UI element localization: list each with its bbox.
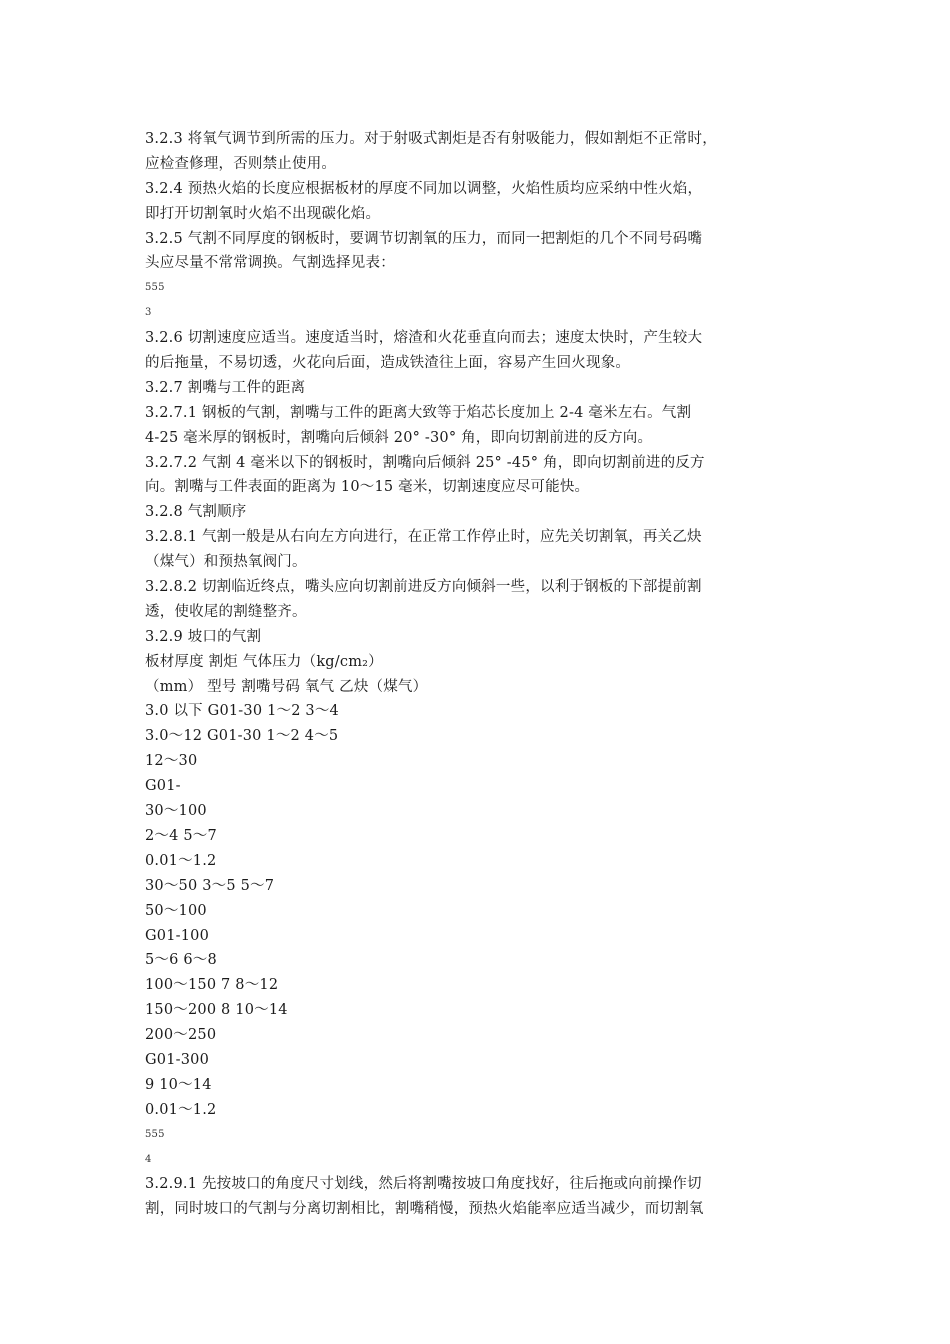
text-line: 割，同时坡口的气割与分离切割相比，割嘴稍慢，预热火焰能率应适当减少，而切割氧 [145,1201,704,1218]
document-page [145,127,805,1222]
text-line: 3.2.5 气割不同厚度的钢板时，要调节切割氧的压力，而同一把割炬的几个不同号码嘴 [145,230,703,247]
text-line: 3.0～12 G01-30 1～2 4～5 [145,728,339,745]
text-line: 向。割嘴与工件表面的距离为 10～15 毫米，切割速度应尽可能快。 [145,479,590,496]
text-line: G01-100 [145,927,210,944]
text-line: 3.2.7 割嘴与工件的距离 [145,379,306,396]
text-line: 200～250 [145,1027,217,1044]
text-line: 应检查修理，否则禁止使用。 [145,155,337,172]
text-line: 0.01～1.2 [145,852,217,869]
text-line: 头应尽量不常常调换。气割选择见表： [145,255,395,272]
text-line: 的后拖量，不易切透，火花向后面，造成铁渣往上面，容易产生回火现象。 [145,355,631,372]
text-line: 3.0 以下 G01-30 1～2 3～4 [145,703,339,720]
text-line: 即打开切割氧时火焰不出现碳化焰。 [145,205,381,222]
page-marker: 555 [145,282,165,294]
text-line: 3.2.6 切割速度应适当。速度适当时，熔渣和火花垂直向而去；速度太快时，产生较大 [145,330,703,347]
text-line: 3.2.8.2 切割临近终点，嘴头应向切割前进反方向倾斜一些，以利于钢板的下部提前割 [145,579,702,596]
text-line: 透，使收尾的割缝整齐。 [145,603,307,620]
text-line: 30～100 [145,803,207,820]
text-line: 12～30 [145,753,198,770]
text-line: 30～50 3～5 5～7 [145,877,275,894]
text-line: 0.01～1.2 [145,1101,217,1118]
text-line: （煤气）和预热氧阀门。 [145,554,307,571]
text-line: 3.2.7.2 气割 4 毫米以下的钢板时，割嘴向后倾斜 25° -45° 角，即向切割前进的反方 [145,454,705,471]
page-marker: 555 [145,1128,165,1140]
text-line: G01- [145,778,181,795]
text-line: 3.2.3 将氧气调节到所需的压力。对于射吸式割炬是否有射吸能力，假如割炬不正常时， [145,131,717,147]
text-line: 9 10～14 [145,1076,212,1093]
text-line: 3.2.9.1 先按坡口的角度尺寸划线，然后将割嘴按坡口角度找好，往后拖或向前操作切 [145,1176,702,1193]
text-line: 5～6 6～8 [145,952,217,969]
text-line: 3.2.7.1 钢板的气割，割嘴与工件的距离大致等于焰芯长度加上 2-4 毫米左右。气割 [145,404,692,421]
text-line: （mm） 型号 割嘴号码 氧气 乙炔（煤气） [145,678,428,695]
text-line: 板材厚度 割炬 气体压力（kg/cm₂） [145,653,383,670]
text-line: 4-25 毫米厚的钢板时，割嘴向后倾斜 20° -30° 角，即向切割前进的反方向。 [145,429,653,446]
text-line: 3.2.8.1 气割一般是从右向左方向进行，在正常工作停止时，应先关切割氧，再关乙炔 [145,529,702,546]
page-marker: 3 [145,307,152,319]
text-line: 50～100 [145,902,207,919]
text-line: 2～4 5～7 [145,827,217,844]
text-line: 3.2.8 气割顺序 [145,504,247,521]
text-line: 100～150 7 8～12 [145,977,279,994]
text-line: 3.2.4 预热火焰的长度应根据板材的厚度不同加以调整，火焰性质均应采纳中性火焰， [145,180,703,197]
text-line: 150～200 8 10～14 [145,1002,288,1019]
page-marker: 4 [145,1153,152,1165]
text-line: 3.2.9 坡口的气割 [145,628,262,645]
text-line: G01-300 [145,1051,210,1068]
